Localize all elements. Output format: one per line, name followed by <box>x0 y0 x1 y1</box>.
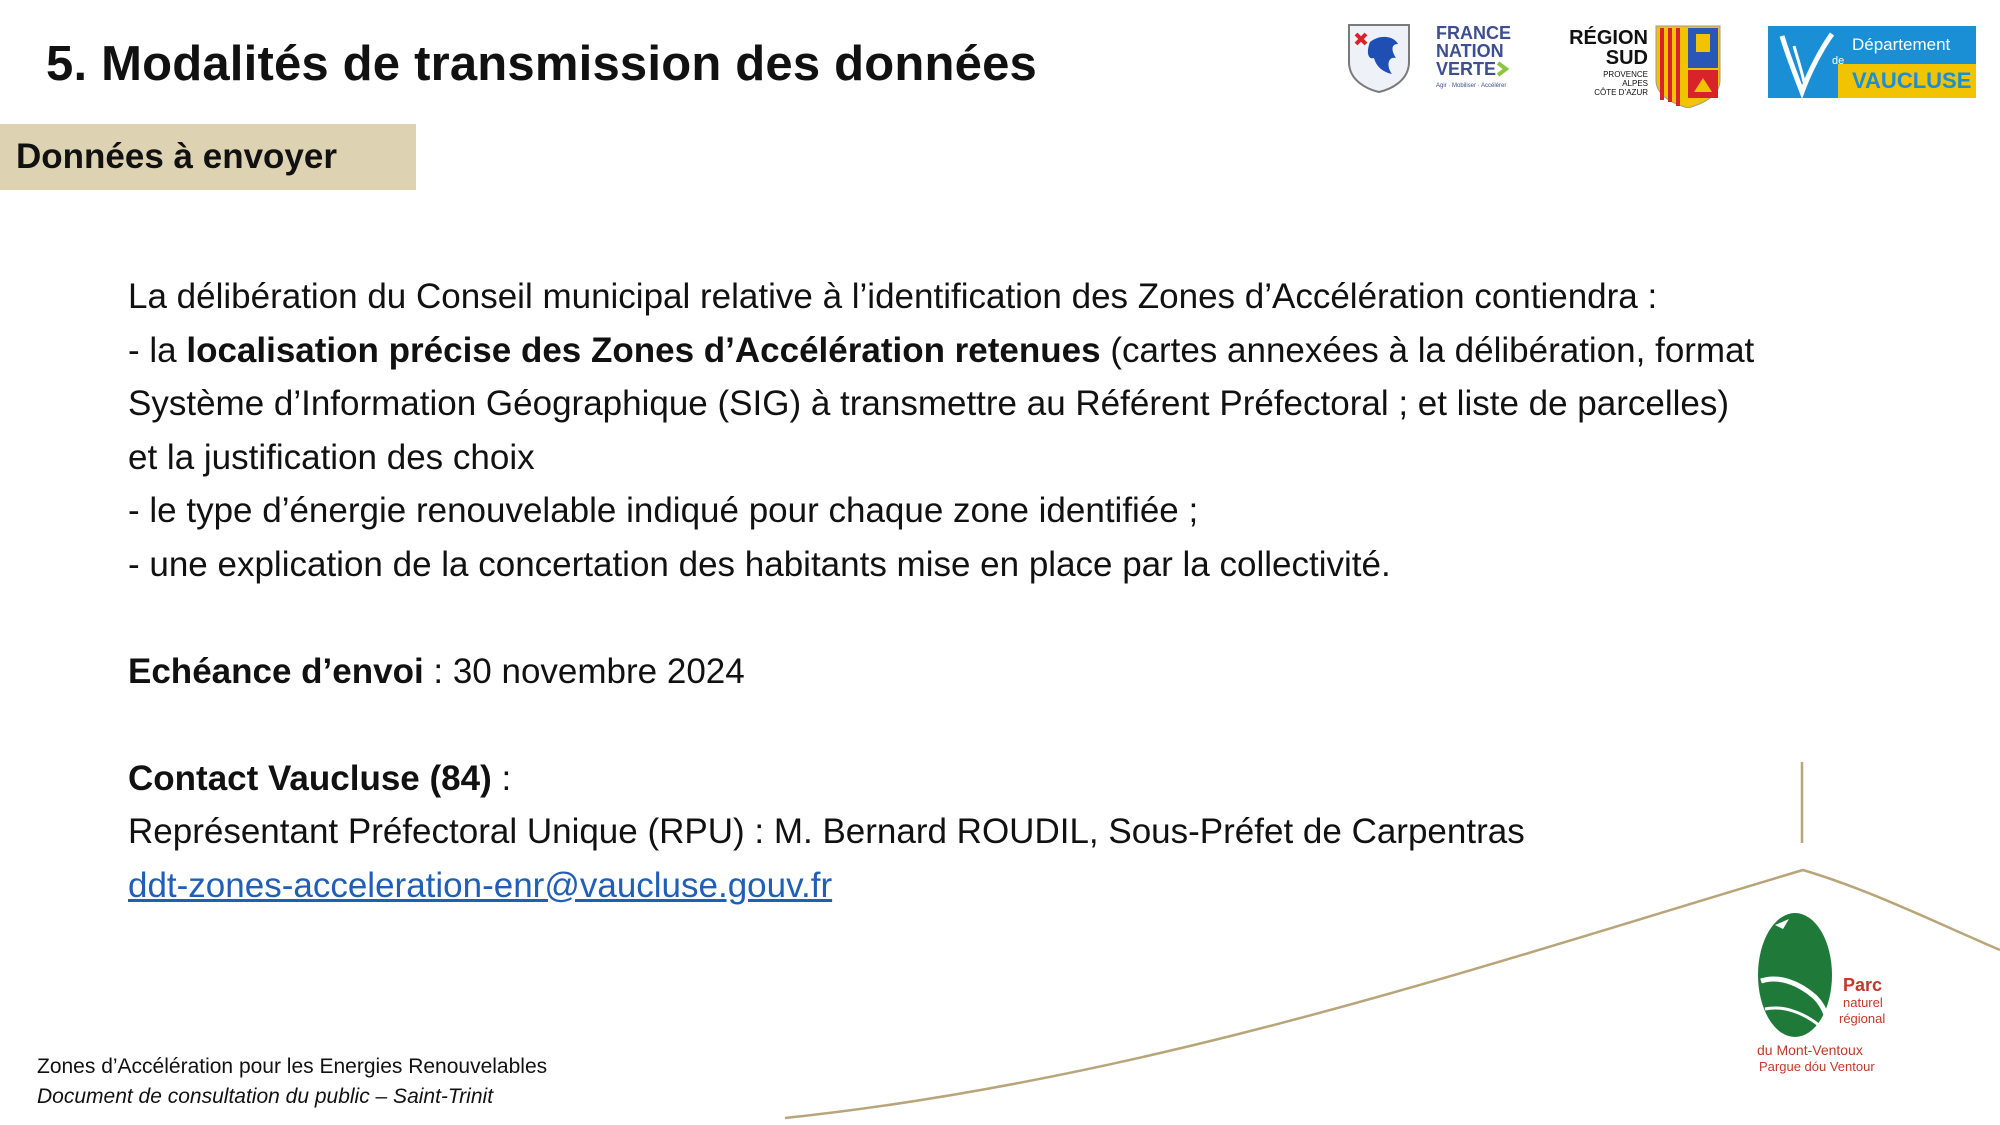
fnv-line1: FRANCE <box>1436 23 1511 43</box>
region-line5: CÔTE D’AZUR <box>1594 88 1648 97</box>
dept-line2: de <box>1832 55 1845 67</box>
section-label: Données à envoyer <box>0 124 416 190</box>
parc-line5: Pargue dóu Ventour <box>1759 1059 1875 1074</box>
region-line2: SUD <box>1605 47 1648 69</box>
fnv-tagline: Agir · Mobiliser · Accélérer <box>1436 83 1507 89</box>
item1-prefix: - la <box>128 330 187 370</box>
item1-line3: et la justification des choix <box>128 437 535 477</box>
footer <box>37 1052 547 1112</box>
item1-line2: Système d’Information Géographique (SIG) à transmettre au Référent Préfectoral ; et liste de parcelles) <box>128 384 1730 423</box>
contact-person: Représentant Préfectoral Unique (RPU) : M. Bernard ROUDIL, Sous-Préfet de Carpentras <box>128 812 1525 851</box>
region-line4: ALPES <box>1622 79 1648 88</box>
footer-line1: Zones d’Accélération pour les Energies Renouvelables <box>37 1055 548 1078</box>
fnv-line2: NATION <box>1436 41 1504 61</box>
parc-line1: Parc <box>1843 975 1883 995</box>
item-energy-type: - le type d’énergie renouvelable indiqué pour chaque zone identifiée ; <box>128 491 1199 530</box>
dept-line1: Département <box>1852 35 1951 54</box>
parc-line3: régional <box>1839 1011 1886 1026</box>
intro-line: La délibération du Conseil municipal relative à l’identification des Zones d’Accélération contiendra : <box>128 277 1658 316</box>
item-concertation: - une explication de la concertation des habitants mise en place par la collectivité. <box>128 544 1391 584</box>
item1-rest: (cartes annexées à la délibération, format <box>1100 330 1755 370</box>
contact-email-link[interactable]: ddt-zones-acceleration-enr@vaucluse.gouv.fr <box>128 865 833 905</box>
parc-line2: naturel <box>1843 995 1883 1010</box>
footer-line2: Document de consultation du public – Saint-Trinit <box>37 1085 494 1108</box>
fnv-line3: VERTE <box>1436 59 1497 79</box>
contact-colon: : <box>491 758 512 798</box>
slide-title: 5. Modalités de transmission des données <box>46 37 1037 91</box>
parc-line4: du Mont-Ventoux <box>1757 1042 1863 1058</box>
dept-line3: VAUCLUSE <box>1852 68 1972 93</box>
item1-bold: localisation précise des Zones d’Accélération retenues <box>186 330 1101 370</box>
contact-label: Contact Vaucluse (84) <box>128 758 492 798</box>
parc-mont-ventoux-logo <box>1755 905 1895 1083</box>
deadline-value: : 30 novembre 2024 <box>423 651 745 691</box>
region-line1: RÉGION <box>1569 27 1648 49</box>
deadline-label: Echéance d’envoi <box>128 651 424 691</box>
region-line3: PROVENCE <box>1603 70 1648 79</box>
